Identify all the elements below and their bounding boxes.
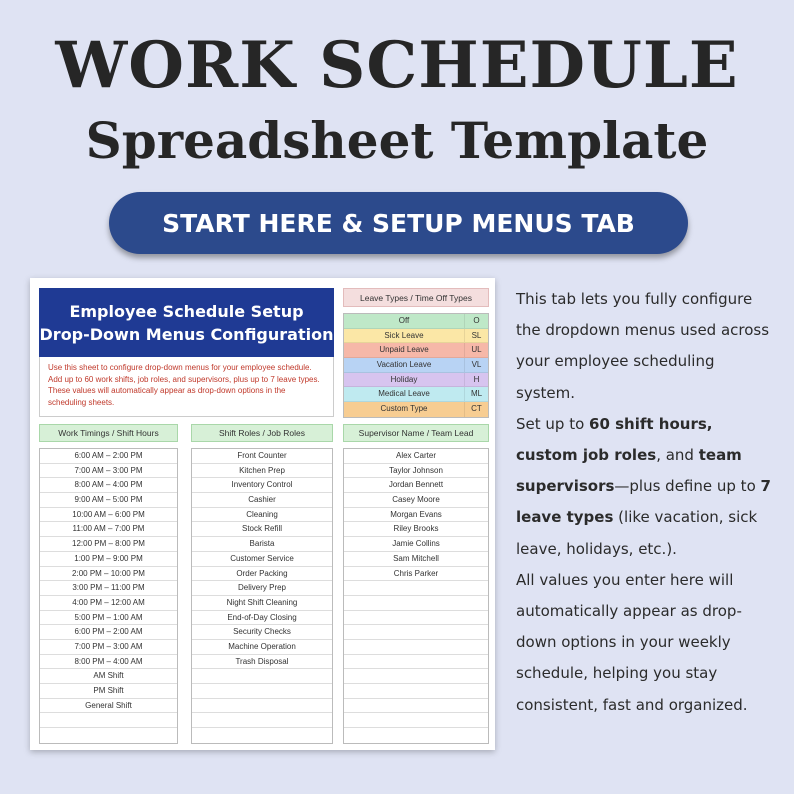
job-role-cell: Cleaning [192, 508, 332, 523]
shift-hour-cell: General Shift [40, 699, 177, 714]
leave-type-name: Medical Leave [378, 389, 430, 399]
shift-hour-cell: 11:00 AM – 7:00 PM [40, 522, 177, 537]
job-role-cell: Stock Refill [192, 522, 332, 537]
supervisor-cell: Casey Moore [344, 493, 488, 508]
shift-hour-cell: 1:00 PM – 9:00 PM [40, 552, 177, 567]
start-here-banner: START HERE & SETUP MENUS TAB [109, 192, 688, 254]
description-text [516, 284, 776, 721]
text-span: , and [656, 446, 699, 465]
supervisor-list [343, 448, 489, 744]
leave-type-row [344, 387, 488, 402]
description-paragraph-2 [516, 409, 776, 565]
supervisor-cell [344, 713, 488, 728]
main-title: WORK SCHEDULE [55, 28, 739, 103]
leave-type-row [344, 314, 488, 329]
text-span: Set up to [516, 414, 590, 433]
shift-hour-cell: 2:00 PM – 10:00 PM [40, 567, 177, 582]
job-role-cell [192, 713, 332, 728]
shift-hour-cell: 9:00 AM – 5:00 PM [40, 493, 177, 508]
job-roles-list [191, 448, 333, 744]
supervisor-cell: Taylor Johnson [344, 464, 488, 479]
supervisor-cell [344, 684, 488, 699]
job-role-cell [192, 728, 332, 743]
leave-type-code: SL [464, 329, 488, 343]
supervisor-header: Supervisor Name / Team Lead [343, 424, 489, 442]
job-role-cell: Customer Service [192, 552, 332, 567]
shift-hour-cell: 6:00 AM – 2:00 PM [40, 449, 177, 464]
shift-hour-cell: 10:00 AM – 6:00 PM [40, 508, 177, 523]
supervisor-cell: Alex Carter [344, 449, 488, 464]
shift-hour-cell: PM Shift [40, 684, 177, 699]
leave-type-row [344, 402, 488, 417]
sheet-description: Use this sheet to configure drop-down menus for your employee schedule. Add up to 60 work shifts, job roles, and supervisors, plus up to 7 leave types. These values will automatically appear as drop-down options in the scheduling sheets. [39, 357, 334, 417]
leave-type-row [344, 358, 488, 373]
shift-hour-cell: 7:00 PM – 3:00 AM [40, 640, 177, 655]
supervisor-cell: Morgan Evans [344, 508, 488, 523]
job-role-cell: Machine Operation [192, 640, 332, 655]
supervisor-cell [344, 640, 488, 655]
sheet-heading-line2: Drop-Down Menus Configuration [39, 324, 334, 344]
leave-type-code: VL [464, 358, 488, 372]
leave-type-name: Sick Leave [384, 330, 424, 340]
job-role-cell: End-of-Day Closing [192, 611, 332, 626]
shift-hour-cell: 3:00 PM – 11:00 PM [40, 581, 177, 596]
bold-span: 7 leave types [516, 477, 771, 527]
supervisor-cell [344, 669, 488, 684]
job-role-cell: Trash Disposal [192, 655, 332, 670]
leave-type-row [344, 343, 488, 358]
text-span: (like vacation, sick leave, holidays, etc.). [516, 508, 758, 558]
shift-hour-cell: 8:00 AM – 4:00 PM [40, 478, 177, 493]
job-role-cell: Order Packing [192, 567, 332, 582]
job-role-cell [192, 669, 332, 684]
supervisor-cell: Sam Mitchell [344, 552, 488, 567]
supervisor-cell: Jordan Bennett [344, 478, 488, 493]
leave-type-name: Off [398, 316, 410, 325]
leave-types-header: Leave Types / Time Off Types [343, 288, 489, 307]
leave-type-name: Vacation Leave [376, 360, 432, 370]
shift-hour-cell: 6:00 PM – 2:00 AM [40, 625, 177, 640]
supervisor-cell: Jamie Collins [344, 537, 488, 552]
shift-hours-header: Work Timings / Shift Hours [39, 424, 178, 442]
leave-type-name: Custom Type [380, 404, 428, 414]
description-paragraph-3: All values you enter here will automatically appear as drop-down options in your weekly schedule, helping you stay consistent, fast and organized. [516, 570, 748, 714]
shift-hour-cell [40, 713, 177, 728]
text-span: —plus define up to [614, 477, 761, 496]
job-role-cell: Barista [192, 537, 332, 552]
job-role-cell: Kitchen Prep [192, 464, 332, 479]
job-role-cell: Cashier [192, 493, 332, 508]
shift-hour-cell [40, 728, 177, 743]
job-role-cell [192, 699, 332, 714]
leave-types-table [343, 313, 489, 418]
job-role-cell [192, 684, 332, 699]
shift-hour-cell: 12:00 PM – 8:00 PM [40, 537, 177, 552]
supervisor-cell [344, 728, 488, 743]
shift-hours-list [39, 448, 178, 744]
sheet-heading-line1: Employee Schedule Setup [69, 301, 304, 321]
supervisor-cell [344, 596, 488, 611]
supervisor-cell [344, 625, 488, 640]
description-paragraph-1: This tab lets you fully configure the dropdown menus used across your employee scheduling system. [516, 290, 770, 402]
bold-span: team supervisors [516, 446, 742, 496]
shift-hour-cell: 4:00 PM – 12:00 AM [40, 596, 177, 611]
shift-hour-cell: AM Shift [40, 669, 177, 684]
leave-type-row [344, 329, 488, 344]
job-role-cell: Night Shift Cleaning [192, 596, 332, 611]
bold-span: 60 shift hours, custom job roles [516, 414, 713, 465]
shift-hour-cell: 8:00 PM – 4:00 AM [40, 655, 177, 670]
sub-title: Spreadsheet Template [85, 111, 709, 170]
supervisor-cell [344, 581, 488, 596]
leave-type-name: Unpaid Leave [379, 345, 429, 355]
leave-type-name: Holiday [390, 374, 418, 384]
leave-type-code: H [464, 373, 488, 387]
supervisor-cell [344, 611, 488, 626]
spreadsheet-preview [30, 278, 495, 750]
leave-type-code: UL [464, 343, 488, 357]
job-roles-header: Shift Roles / Job Roles [191, 424, 333, 442]
job-role-cell: Security Checks [192, 625, 332, 640]
leave-type-row [344, 373, 488, 388]
supervisor-cell: Riley Brooks [344, 522, 488, 537]
job-role-cell: Front Counter [192, 449, 332, 464]
shift-hour-cell: 7:00 AM – 3:00 PM [40, 464, 177, 479]
supervisor-cell [344, 699, 488, 714]
leave-type-code: O [464, 314, 488, 328]
shift-hour-cell: 5:00 PM – 1:00 AM [40, 611, 177, 626]
supervisor-cell [344, 655, 488, 670]
supervisor-cell: Chris Parker [344, 567, 488, 582]
sheet-heading [39, 288, 334, 357]
job-role-cell: Inventory Control [192, 478, 332, 493]
job-role-cell: Delivery Prep [192, 581, 332, 596]
leave-type-code: CT [464, 402, 488, 417]
leave-type-code: ML [464, 387, 488, 401]
